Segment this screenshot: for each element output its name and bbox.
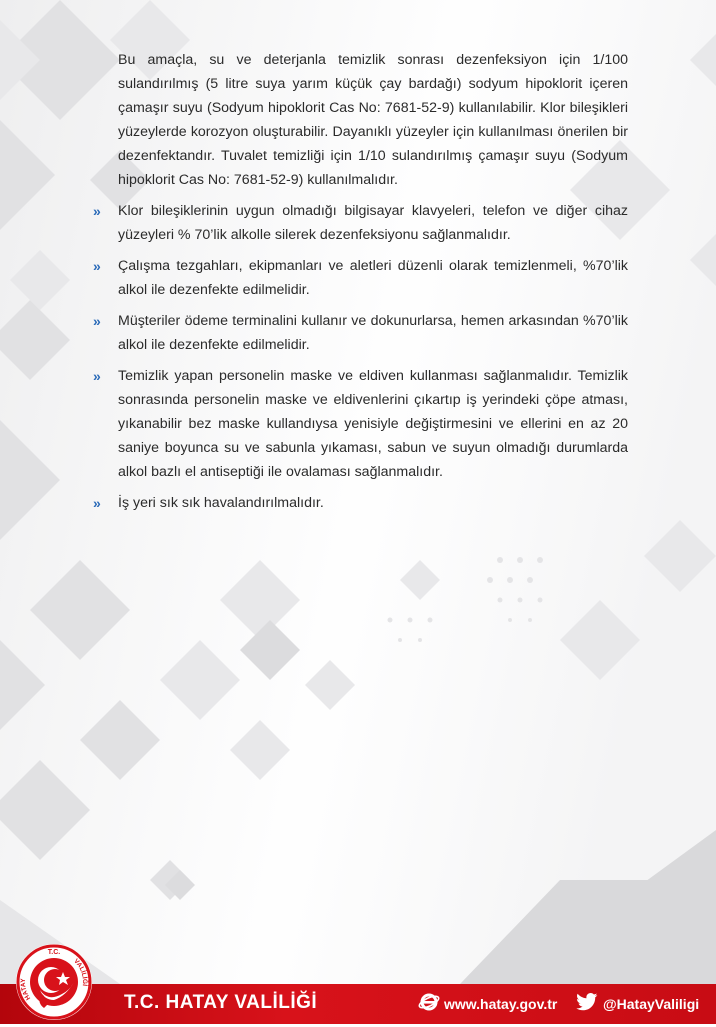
bullet-item [93, 364, 628, 484]
twitter-bird-icon [576, 993, 598, 1016]
twitter-link[interactable] [576, 992, 699, 1016]
website-link[interactable] [418, 992, 557, 1016]
bullet-item [93, 491, 628, 515]
footer-bar [0, 984, 716, 1024]
document-body [93, 48, 628, 522]
hatay-valiligi-emblem [14, 942, 94, 1022]
bullet-marker: » [93, 203, 101, 219]
bullet-marker: » [93, 258, 101, 274]
bullet-text: Klor bileşiklerinin uygun olmadığı bilgisayar klavyeleri, telefon ve diğer cihaz yüzeyleri % 70’lik alkolle silerek dezenfeksiyonu sağlanmalıdır. [118, 203, 628, 243]
emblem-top-text: T.C. [47, 949, 61, 956]
website-text: www.hatay.gov.tr [444, 996, 558, 1012]
bullet-item [93, 199, 628, 247]
bullet-marker: » [93, 368, 101, 384]
bullet-text: Müşteriler ödeme terminalini kullanır ve dokunurlarsa, hemen arkasından %70’lik alkol ile dezenfekte edilmelidir. [118, 313, 628, 353]
bullet-item [93, 254, 628, 302]
bullet-text: İş yeri sık sık havalandırılmalıdır. [118, 495, 324, 511]
footer-title: T.C. HATAY VALİLİĞİ [124, 992, 318, 1013]
emblem-right-text: VALİLİĞİ [72, 957, 89, 987]
bullet-item [93, 309, 628, 357]
bullet-marker: » [93, 313, 101, 329]
twitter-handle: @HatayValiligi [603, 996, 700, 1012]
bullet-marker: » [93, 495, 101, 511]
emblem-left-text: HATAY [19, 978, 33, 1002]
bullet-text: Temizlik yapan personelin maske ve eldiven kullanması sağlanmalıdır. Temizlik sonrasında personelin maske ve eldivenlerini çıkartıp iş yerindeki çöpe atması, yıkanabilir bez maske kullandıysa yenisiyle değiştirmesini ve ellerini en az 20 saniye boyunca su ve sabunla yıkaması, sabun ve suyun olmadığı durumlarda alkol bazlı el antiseptiği ile ovalaması sağlanmalıdır. [118, 368, 628, 480]
bullet-text: Çalışma tezgahları, ekipmanları ve aletleri düzenli olarak temizlenmeli, %70’lik alkol ile dezenfekte edilmelidir. [118, 258, 628, 298]
intro-paragraph: Bu amaçla, su ve deterjanla temizlik sonrası dezenfeksiyon için 1/100 sulandırılmış (5 litre suya yarım küçük çay bardağı) sodyum hipoklorit içeren çamaşır suyu (Sodyum hipoklorit Cas No: 7681-52-9) kullanılabilir. Klor bileşikleri yüzeylerde korozyon oluşturabilir. Dayanıklı yüzeyler için kullanılması önerilen bir dezenfektandır. Tuvalet temizliği için 1/10 sulandırılmış çamaşır suyu (Sodyum hipoklorit Cas No: 7681-52-9) kullanılmalıdır. [118, 52, 628, 188]
internet-explorer-icon [418, 991, 440, 1018]
